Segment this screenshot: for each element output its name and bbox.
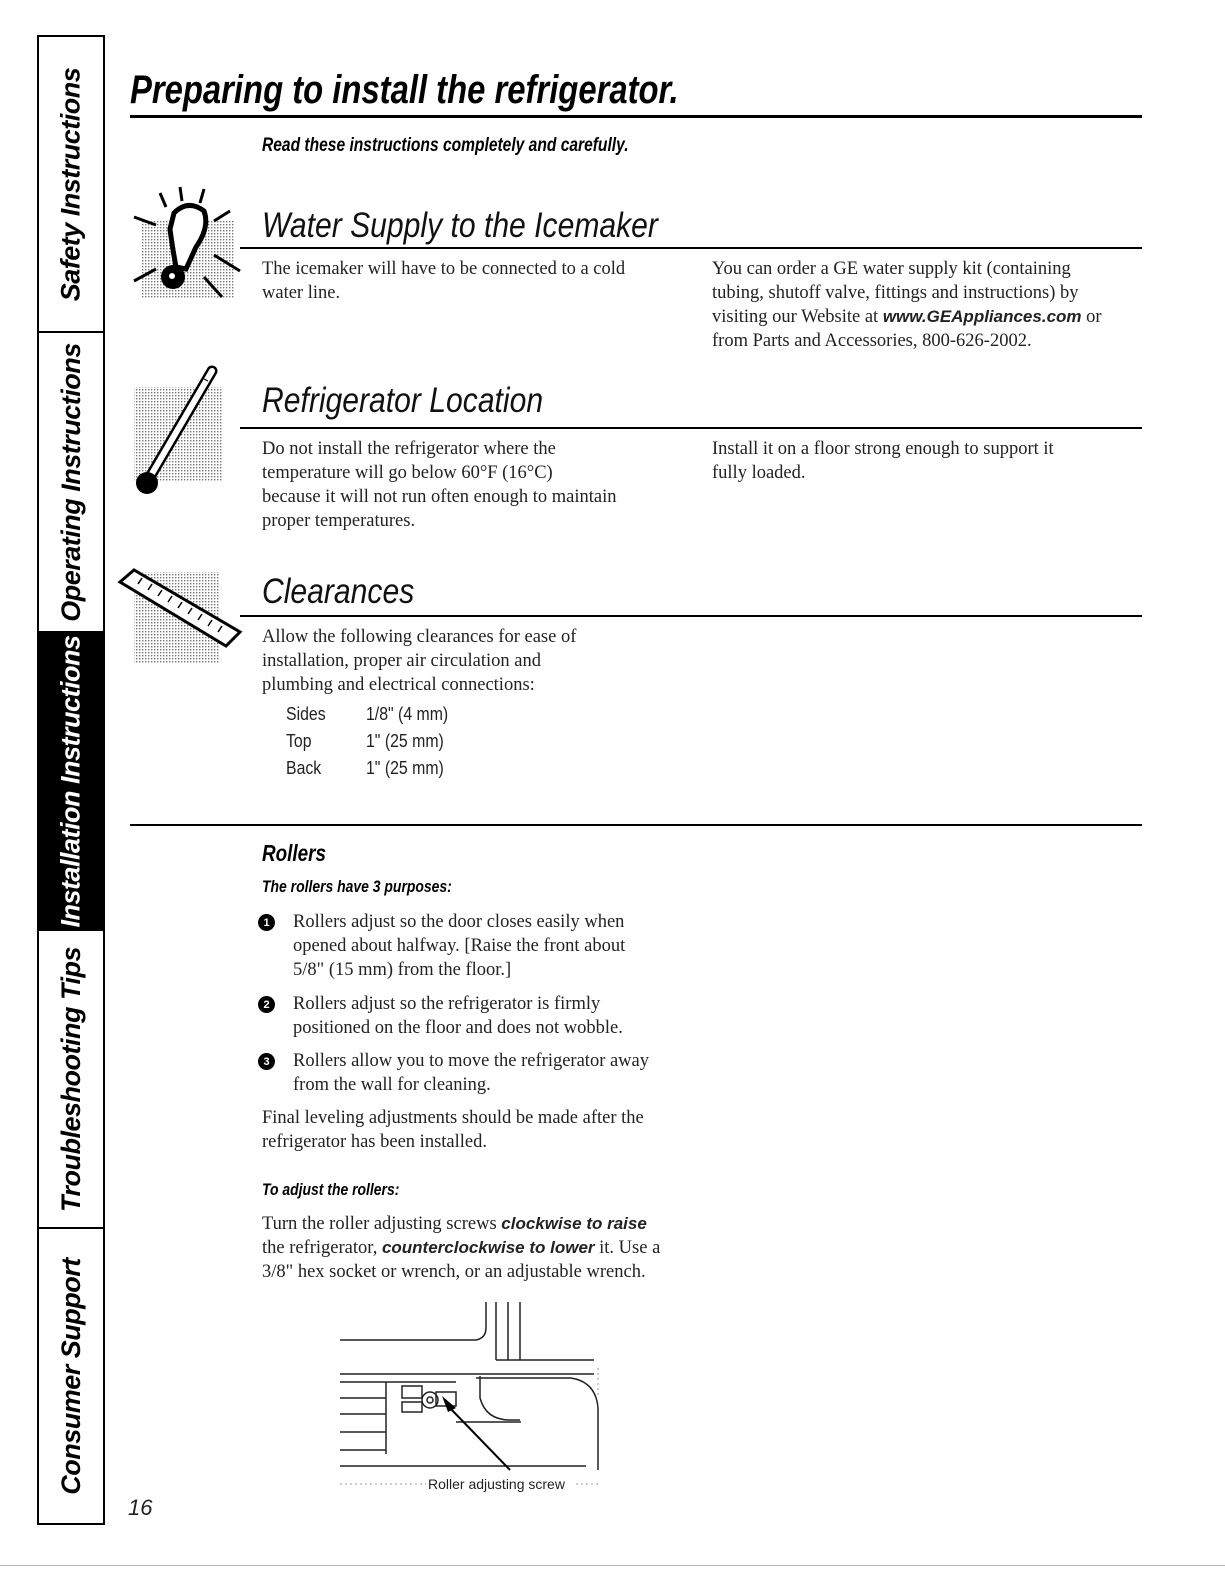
location-divider	[240, 427, 1142, 429]
location-right-text: Install it on a floor strong enough to support it fully loaded.	[712, 439, 1054, 483]
rollers-heading: Rollers	[262, 840, 326, 866]
tab-consumer-support[interactable]: Consumer Support	[55, 1257, 86, 1495]
clearance-row-top: Top 1" (25 mm)	[286, 731, 444, 751]
water-supply-left-text: The icemaker will have to be connected to a cold water line.	[262, 259, 626, 303]
water-supply-right-text: You can order a GE water supply kit (containing tubing, shutoff valve, fittings and instructions) by visiting our Website at www.GEAppliances.com or from Parts and Accessories, 800-626-2002.	[712, 259, 1102, 351]
clearances-text: Allow the following clearances for ease of installation, proper air circulation and plumbing and electrical connections:	[262, 627, 577, 695]
title-divider	[130, 115, 1142, 118]
thermometer-icon	[130, 365, 230, 500]
page-title: Preparing to install the refrigerator.	[130, 68, 679, 112]
number-3-icon: 3	[258, 1053, 275, 1070]
adjust-rollers-heading: To adjust the rollers:	[262, 1180, 400, 1199]
website-link[interactable]: www.GEAppliances.com	[882, 307, 1082, 326]
clearance-row-sides: Sides 1/8" (4 mm)	[286, 704, 449, 724]
water-supply-heading: Water Supply to the Icemaker	[262, 206, 658, 245]
water-supply-divider	[240, 247, 1142, 249]
tab-installation-instructions[interactable]: Installation Instructions	[39, 633, 103, 931]
clearance-row-back: Back 1" (25 mm)	[286, 758, 444, 778]
location-left-text: Do not install the refrigerator where the temperature will go below 60°F (16°C) because it will not run often enough to maintain proper temperatures.	[262, 439, 617, 531]
clearances-divider	[240, 615, 1142, 617]
number-2-icon: 2	[258, 996, 275, 1013]
number-1-icon: 1	[258, 914, 275, 931]
page-subtitle: Read these instructions completely and carefully.	[262, 135, 629, 156]
final-leveling-text: Final leveling adjustments should be made after the refrigerator has been installed.	[262, 1108, 644, 1152]
warning-bulb-icon	[130, 185, 250, 300]
page-number: 16	[128, 1495, 153, 1520]
rollers-divider	[130, 824, 1142, 826]
bottom-edge-line	[0, 1565, 1225, 1566]
clearances-heading: Clearances	[262, 572, 415, 611]
tab-operating-instructions[interactable]: Operating Instructions	[39, 333, 103, 633]
rollers-subheading: The rollers have 3 purposes:	[262, 877, 452, 896]
location-heading: Refrigerator Location	[262, 381, 544, 420]
tab-safety-instructions[interactable]: Safety Instructions	[39, 37, 103, 333]
section-sidebar	[37, 35, 105, 1525]
roller-diagram	[336, 1298, 606, 1498]
roller-diagram-caption: Roller adjusting screw	[428, 1476, 565, 1492]
ruler-icon	[112, 568, 247, 668]
adjust-rollers-text: Turn the roller adjusting screws clockwise to raise the refrigerator, counterclockwise to lower it. Use a 3/8" hex socket or wrench, or an adjustable wrench.	[262, 1214, 661, 1282]
tab-troubleshooting-tips[interactable]: Troubleshooting Tips	[39, 931, 103, 1229]
